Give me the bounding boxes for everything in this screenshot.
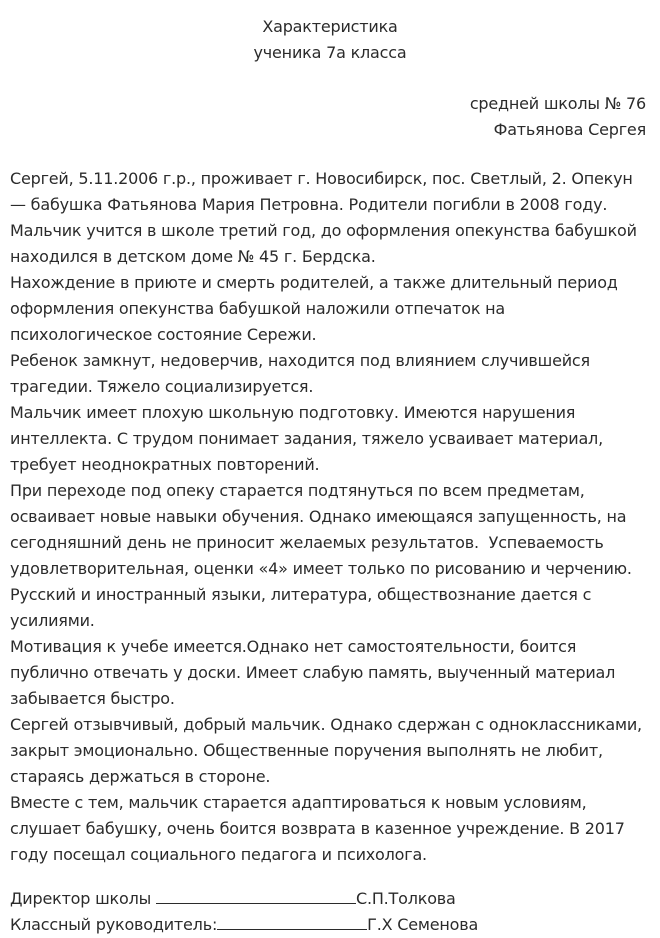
paragraph-adaptation: Вместе с тем, мальчик старается адаптироваться к новым условиям, слушает бабушку, очень боится возврата в казенное учреждение. В 2017 году посещал социального педагога и психолога. (10, 793, 630, 864)
paragraph-psychological-state: Нахождение в приюте и смерть родителей, а также длительный период оформления опекунства бабушкой наложили отпечаток на психологическое состояние Сережи. (10, 273, 623, 344)
teacher-signature-line (217, 915, 367, 930)
director-signature-line (156, 889, 356, 904)
characteristic-body (10, 166, 650, 868)
paragraph-personal-info: Сергей, 5.11.2006 г.р., проживает г. Новосибирск, пос. Светлый, 2. Опекун — бабушка Фатьянова Мария Петровна. Родители погибли в 2008 году. (10, 169, 638, 214)
signature-director (10, 886, 650, 912)
addressee-student-name: Фатьянова Сергея (493, 120, 646, 139)
paragraph-behavior: Ребенок замкнут, недоверчив, находится под влиянием случившейся трагедии. Тяжело социализируется. (10, 351, 595, 396)
document-subtitle: ученика 7а класса (253, 43, 407, 62)
director-name: С.П.Толкова (355, 889, 456, 908)
paragraph-school-history: Мальчик учится в школе третий год, до оформления опекунства бабушкой находился в детском доме № 45 г. Бердска. (10, 221, 642, 266)
teacher-label: Классный руководитель: (10, 915, 218, 934)
paragraph-academic-progress: При переходе под опеку старается подтянуться по всем предметам, осваивает новые навыки обучения. Однако имеющаяся запущенность, на сегодняшний день не приносит желаемых результатов. Успеваемость удовлетворительная, оценки «4» имеет только по рисованию и черчению. Русский и иностранный языки, литература, обществознание дается с усилиями. (10, 481, 637, 630)
document-title: Характеристика (262, 17, 398, 36)
paragraph-motivation: Мотивация к учебе имеется.Однако нет самостоятельности, боится публично отвечать у доски. Имеет слабую память, выученный материал забывается быстро. (10, 637, 621, 708)
teacher-name: Г.Х Семенова (367, 915, 479, 934)
signature-block (10, 886, 650, 938)
paragraph-preparation: Мальчик имеет плохую школьную подготовку. Имеются нарушения интеллекта. С трудом понимает задания, тяжело усваивает материал, требует неоднократных повторений. (10, 403, 608, 474)
signature-class-teacher (10, 912, 650, 938)
director-label: Директор школы (10, 889, 156, 908)
addressee-school: средней школы № 76 (469, 94, 646, 113)
paragraph-personality: Сергей отзывчивый, добрый мальчик. Однако сдержан с одноклассниками, закрыт эмоционально. Общественные поручения выполнять не любит, стараясь держаться в стороне. (10, 715, 647, 786)
